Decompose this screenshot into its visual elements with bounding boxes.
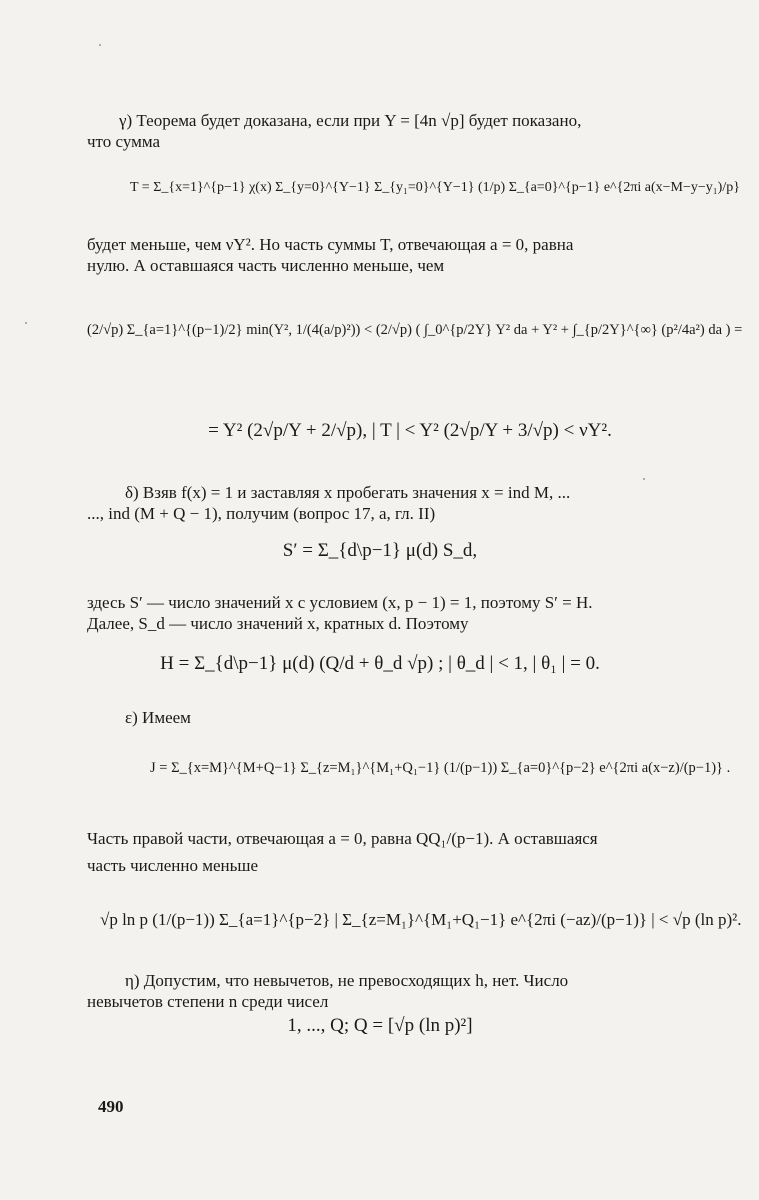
- gamma-line2: что сумма: [87, 132, 161, 151]
- scan-speck: [643, 478, 645, 480]
- delta-line2: ..., ind (M + Q − 1), получим (вопрос 17, а, гл. II): [87, 504, 436, 523]
- delta-after2: Далее, S_d — число значений x, кратных d. Поэтому: [87, 614, 469, 633]
- eta-formula: 1, ..., Q; Q = [√p (ln p)²]: [287, 1015, 473, 1036]
- epsilon-formula2: √p ln p (1/(p−1)) Σ_{a=1}^{p−2} | Σ_{z=M₁}^{M₁+Q₁−1} e^{2πi (−az)/(p−1)} | < √p (ln p)².: [100, 910, 742, 929]
- delta-formula: S′ = Σ_{d\p−1} μ(d) S_d,: [282, 540, 478, 561]
- epsilon-line1: ε) Имеем: [125, 708, 191, 727]
- epsilon-after1: Часть правой части, отвечающая a = 0, равна QQ₁/(p−1). А оставшаяся: [87, 829, 598, 848]
- gamma-inequality-1: (2/√p) Σ_{a=1}^{(p−1)/2} min(Y², 1/(4(a/p)²)) < (2/√p) ( ∫_0^{p/2Y} Y² da + Y² + ∫_{p/2Y}^{∞} (p²/4a²) da ) =: [87, 322, 743, 338]
- epsilon-after2: часть численно меньше: [87, 856, 259, 875]
- epsilon-formula: J = Σ_{x=M}^{M+Q−1} Σ_{z=M₁}^{M₁+Q₁−1} (1/(p−1)) Σ_{a=0}^{p−2} e^{2πi a(x−z)/(p−1)} .: [150, 760, 731, 776]
- gamma-after2: нулю. А оставшаяся часть численно меньше, чем: [87, 256, 445, 275]
- gamma-inequality-2: = Y² (2√p/Y + 2/√p), | T | < Y² (2√p/Y + 3/√p) < νY².: [208, 420, 612, 441]
- delta-line1: δ) Взяв f(x) = 1 и заставляя x пробегать значения x = ind M, ...: [125, 483, 571, 502]
- gamma-sum-formula: T = Σ_{x=1}^{p−1} χ(x) Σ_{y=0}^{Y−1} Σ_{y₁=0}^{Y−1} (1/p) Σ_{a=0}^{p−1} e^{2πi a(x−M−y−y₁)/p}: [130, 180, 740, 195]
- scan-speck: [25, 322, 27, 324]
- gamma-line1: γ) Теорема будет доказана, если при Y = [4n √p] будет показано,: [119, 111, 582, 130]
- gamma-after1: будет меньше, чем νY². Но часть суммы T, отвечающая a = 0, равна: [87, 235, 574, 254]
- eta-line1: η) Допустим, что невычетов, не превосходящих h, нет. Число: [125, 971, 569, 990]
- delta-formula2: H = Σ_{d\p−1} μ(d) (Q/d + θ_d √p) ; | θ_d | < 1, | θ₁ | = 0.: [160, 653, 600, 674]
- eta-line2: невычетов степени n среди чисел: [87, 992, 329, 1011]
- scan-speck: [99, 44, 101, 46]
- delta-after1: здесь S′ — число значений x с условием (x, p − 1) = 1, поэтому S′ = H.: [87, 593, 593, 612]
- page-number: 490: [98, 1097, 124, 1116]
